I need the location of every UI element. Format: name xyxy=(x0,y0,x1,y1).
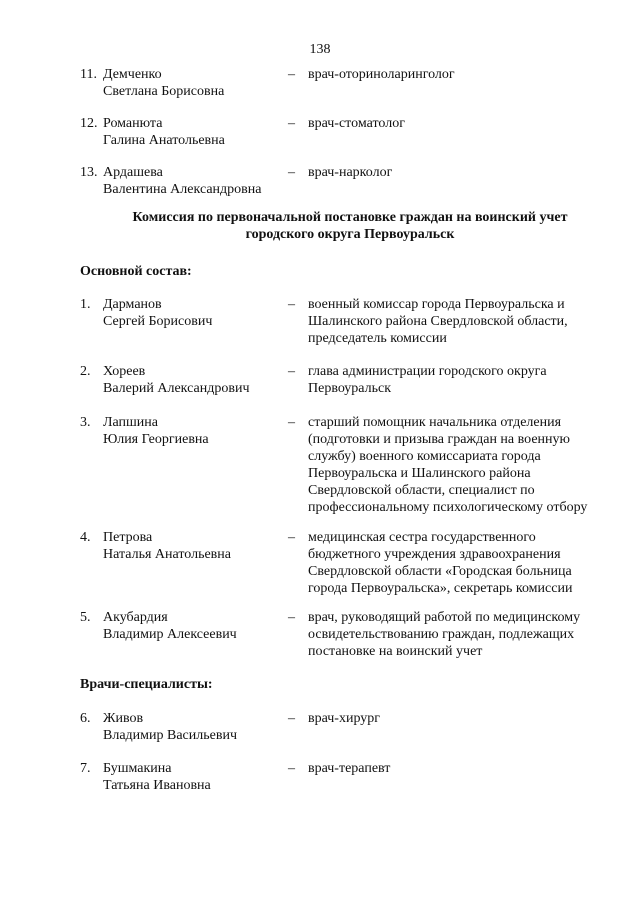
role-line: Свердловской области «Городская больница xyxy=(308,564,572,579)
role-line: постановке на воинский учет xyxy=(308,644,483,659)
role-description xyxy=(308,710,626,727)
role-line: Первоуральск xyxy=(308,381,392,396)
role-description xyxy=(308,414,626,516)
person-name xyxy=(103,164,288,198)
role-line: (подготовки и призыва граждан на военную xyxy=(308,432,570,447)
surname: Романюта xyxy=(103,116,163,131)
entry-number: 12. xyxy=(80,116,98,131)
section-title xyxy=(80,209,620,243)
given-names: Валерий Александрович xyxy=(103,381,250,396)
given-names: Сергей Борисович xyxy=(103,314,213,329)
main-composition-heading: Основной состав: xyxy=(80,264,192,279)
person-name xyxy=(103,529,288,563)
role-line: врач-хирург xyxy=(308,711,381,726)
person-name xyxy=(103,115,288,149)
person-name xyxy=(103,66,288,100)
given-names: Татьяна Ивановна xyxy=(103,778,211,793)
person-name xyxy=(103,363,288,397)
surname: Бушмакина xyxy=(103,761,172,776)
dash: – xyxy=(288,297,295,312)
role-description xyxy=(308,115,626,132)
role-line: председатель комиссии xyxy=(308,331,447,346)
dash: – xyxy=(288,711,295,726)
role-line: профессиональному психологическому отбору xyxy=(308,500,588,515)
role-description xyxy=(308,164,626,181)
given-names: Светлана Борисовна xyxy=(103,84,225,99)
role-line: службу) военного комиссариата города xyxy=(308,449,541,464)
entry-number: 6. xyxy=(80,711,91,726)
role-line: города Первоуральска», секретарь комиссии xyxy=(308,581,573,596)
dash: – xyxy=(288,116,295,131)
entry-number: 13. xyxy=(80,165,98,180)
entry-number: 4. xyxy=(80,530,91,545)
role-line: врач-терапевт xyxy=(308,761,391,776)
entry-number: 5. xyxy=(80,610,91,625)
dash: – xyxy=(288,67,295,82)
person-name xyxy=(103,296,288,330)
surname: Живов xyxy=(103,711,144,726)
dash: – xyxy=(288,610,295,625)
role-line: старший помощник начальника отделения xyxy=(308,415,562,430)
given-names: Владимир Алексеевич xyxy=(103,627,237,642)
role-line: Первоуральска и Шалинского района xyxy=(308,466,531,481)
surname: Петрова xyxy=(103,530,153,545)
role-line: военный комиссар города Первоуральска и xyxy=(308,297,565,312)
person-name xyxy=(103,414,288,448)
given-names: Юлия Георгиевна xyxy=(103,432,209,447)
entry-number: 7. xyxy=(80,761,91,776)
person-name xyxy=(103,710,288,744)
role-description xyxy=(308,296,626,347)
dash: – xyxy=(288,761,295,776)
role-description xyxy=(308,609,626,660)
entry-number: 2. xyxy=(80,364,91,379)
given-names: Владимир Васильевич xyxy=(103,728,237,743)
role-line: Шалинского района Свердловской области, xyxy=(308,314,568,329)
surname: Лапшина xyxy=(103,415,158,430)
surname: Демченко xyxy=(103,67,162,82)
surname: Ардашева xyxy=(103,165,163,180)
section-title-line: Комиссия по первоначальной постановке граждан на воинский учет xyxy=(132,210,568,225)
person-name xyxy=(103,760,288,794)
role-description xyxy=(308,66,626,83)
role-description xyxy=(308,760,626,777)
person-name xyxy=(103,609,288,643)
page-number: 138 xyxy=(309,42,331,57)
dash: – xyxy=(288,530,295,545)
given-names: Валентина Александровна xyxy=(103,182,262,197)
role-line: врач-стоматолог xyxy=(308,116,405,131)
role-line: бюджетного учреждения здравоохранения xyxy=(308,547,561,562)
role-line: Свердловской области, специалист по xyxy=(308,483,535,498)
role-line: глава администрации городского округа xyxy=(308,364,547,379)
entry-number: 3. xyxy=(80,415,91,430)
given-names: Галина Анатольевна xyxy=(103,133,225,148)
specialists-heading: Врачи-специалисты: xyxy=(80,677,213,692)
entry-number: 11. xyxy=(80,67,97,82)
role-line: медицинская сестра государственного xyxy=(308,530,536,545)
role-line: врач-оториноларинголог xyxy=(308,67,455,82)
section-title-line: городского округа Первоуральск xyxy=(245,227,455,242)
dash: – xyxy=(288,364,295,379)
dash: – xyxy=(288,415,295,430)
surname: Акубардия xyxy=(103,610,168,625)
role-line: врач, руководящий работой по медицинскому xyxy=(308,610,581,625)
role-line: врач-нарколог xyxy=(308,165,393,180)
given-names: Наталья Анатольевна xyxy=(103,547,232,562)
entry-number: 1. xyxy=(80,297,91,312)
dash: – xyxy=(288,165,295,180)
surname: Хореев xyxy=(103,364,146,379)
role-description xyxy=(308,363,626,397)
role-description xyxy=(308,529,626,597)
role-line: освидетельствованию граждан, подлежащих xyxy=(308,627,575,642)
surname: Дарманов xyxy=(103,297,162,312)
